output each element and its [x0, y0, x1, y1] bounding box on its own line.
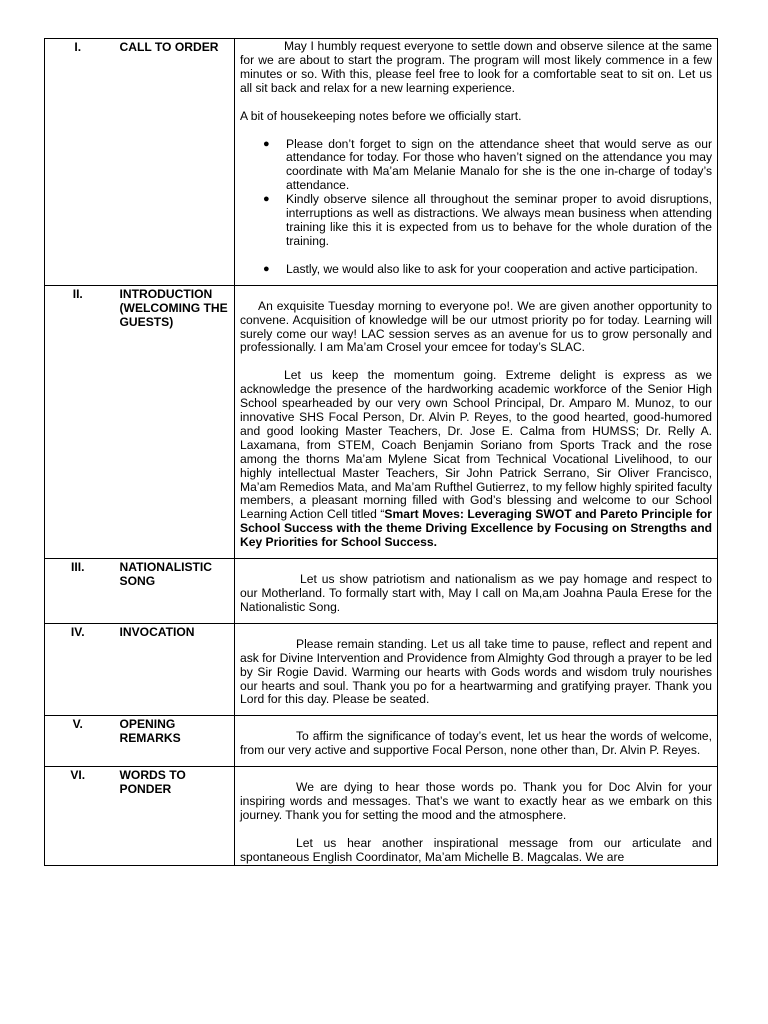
paragraph: We are dying to hear those words po. Thank you for Doc Alvin for your inspiring words and messages. That’s we want to exactly hear as we embark on this journey. Thank you for setting the mood and the atmosphere.	[240, 780, 712, 822]
row-title: CALL TO ORDER	[111, 39, 235, 286]
list-item: ● Lastly, we would also like to ask for your cooperation and active participation.	[263, 261, 698, 276]
row-body	[235, 559, 718, 624]
row-title: NATIONALISTIC SONG	[111, 559, 235, 624]
row-title: INVOCATION	[111, 623, 235, 716]
paragraph: Let us hear another inspirational message from our articulate and spontaneous English Coordinator, Ma’am Michelle B. Magcalas. We are	[240, 835, 712, 864]
row-number: II.	[45, 285, 111, 558]
row-body	[235, 285, 718, 558]
bullet-list	[240, 138, 712, 277]
program-row-invocation	[45, 623, 718, 716]
paragraph: To affirm the significance of today’s event, let us hear the words of welcome, from our very active and supportive Focal Person, none other than, Dr. Alvin P. Reyes.	[240, 729, 712, 758]
row-number: I.	[45, 39, 111, 286]
paragraph: May I humbly request everyone to settle down and observe silence at the same for we are about to start the program. The program will most likely commence in a few minutes or so. With this, please feel free to look for a comfortable seat to sit on. Let us all sit back and relax for a new learning experience.	[240, 39, 712, 95]
slac-title: Smart Moves: Leveraging SWOT and Pareto Principle for School Success with the theme Driving Excellence by Focusing on Strengths and Key Priorities for School Success.	[240, 507, 712, 550]
row-body	[235, 623, 718, 716]
row-number: V.	[45, 716, 111, 767]
row-title: INTRODUCTION (WELCOMING THE GUESTS)	[111, 285, 235, 558]
program-row-opening-remarks	[45, 716, 718, 767]
row-title: WORDS TO PONDER	[111, 767, 235, 866]
list-item: ● Kindly observe silence all throughout the seminar proper to avoid disruptions, interruptions as well as distractions. We always mean business when attending training like this it is expected from us to behave for the whole duration of the training.	[263, 192, 712, 248]
bullet-icon: ●	[263, 137, 270, 150]
program-row-call-to-order	[45, 39, 718, 286]
paragraph: An exquisite Tuesday morning to everyone po!. We are given another opportunity to convene. Acquisition of knowledge will be our utmost priority po for today. Learning will surely come our way! LAC session serves as an avenue for us to grow personally and professionally. I am Ma’am Crosel your emcee for today’s SLAC.	[240, 298, 712, 355]
row-body	[235, 767, 718, 866]
row-number: III.	[45, 559, 111, 624]
row-title: OPENING REMARKS	[111, 716, 235, 767]
row-number: VI.	[45, 767, 111, 866]
paragraph: Let us show patriotism and nationalism as we pay homage and respect to our Motherland. To formally start with, May I call on Ma,am Joahna Paula Erese for the Nationalistic Song.	[240, 572, 712, 614]
paragraph: Please remain standing. Let us all take time to pause, reflect and repent and ask for Divine Intervention and Providence from Almighty God through a prayer to be led by Sir Rogie David. Warming our hearts with Gods words and wisdom truly nourishes our hearts and soul. Thank you po for a heartwarming and gratifying prayer. Thank you Lord for this day. Please be seated.	[240, 636, 712, 707]
program-row-nationalistic-song	[45, 559, 718, 624]
row-body	[235, 39, 718, 286]
program-row-introduction	[45, 285, 718, 558]
list-item: ● Please don’t forget to sign on the attendance sheet that would serve as our attendance for today. For those who haven’t signed on the attendance you may coordinate with Ma’am Melanie Manalo for she is the one in-charge of today’s attendance.	[263, 136, 712, 193]
row-number: IV.	[45, 623, 111, 716]
row-body	[235, 716, 718, 767]
program-row-words-to-ponder	[45, 767, 718, 866]
paragraph: A bit of housekeeping notes before we officially start.	[240, 108, 522, 123]
program-table	[44, 38, 718, 866]
bullet-icon: ●	[263, 193, 270, 206]
paragraph: Let us keep the momentum going. Extreme delight is express as we acknowledge the presence of the hardworking academic workforce of the Senior High School spearheaded by our very own School Principal, Dr. Amparo M. Munoz, to our innovative SHS Focal Person, Dr. Alvin P. Reyes, to the good hearted, good-humored and good looking Master Teachers, Dr. Jose E. Calma from HUMSS; Dr. Relly A. Laxamana, from STEM, Coach Benjamin Soriano from Sports Track and the rose among the thorns Ma’am Mylene Sicat from Technical Vocational Livelihood, to our highly intellectual Master Teachers, Sir John Patrick Serrano, Sir Oliver Francisco, Ma’am Remedios Mata, and Ma’am Rufthel Gutierrez, to my fellow highly spirited faculty members, a pleasant morning filled with God’s blessing and welcome to our School Learning Action Cell titled “Smart Moves: Leveraging SWOT and Pareto Principle for School Success with the theme Driving Excellence by Focusing on Strengths and Key Priorities for School Success.	[240, 368, 712, 550]
bullet-icon: ●	[263, 262, 270, 275]
